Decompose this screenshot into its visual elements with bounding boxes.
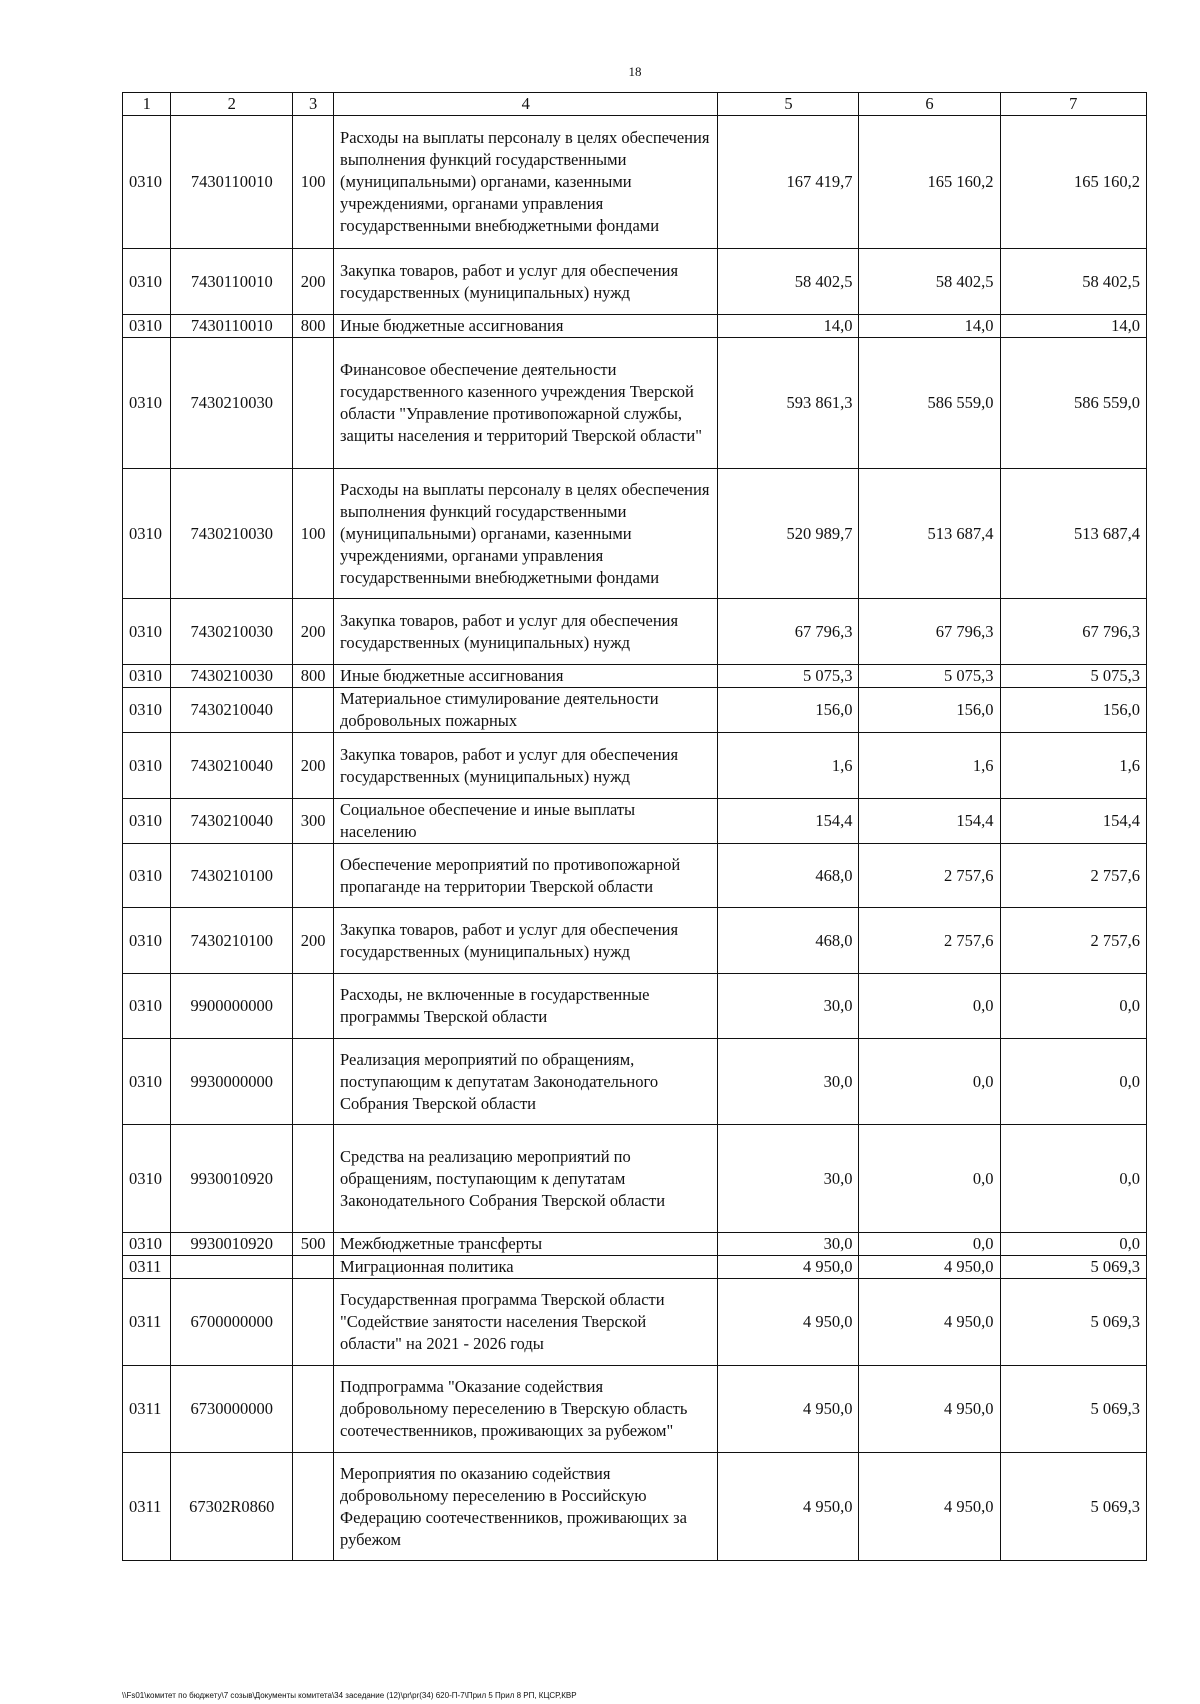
row-value-col6: 2 757,6	[859, 844, 1000, 908]
row-description: Закупка товаров, работ и услуг для обеспечения государственных (муниципальных) нужд	[334, 733, 718, 799]
row-expense-type	[293, 1125, 334, 1233]
row-expense-type	[293, 1453, 334, 1561]
row-expense-type	[293, 1039, 334, 1125]
row-value-col7: 513 687,4	[1000, 469, 1146, 599]
row-value-col5: 30,0	[718, 1039, 859, 1125]
row-description: Реализация мероприятий по обращениям, поступающим к депутатам Законодательного Собрания Тверской области	[334, 1039, 718, 1125]
row-value-col7: 67 796,3	[1000, 599, 1146, 665]
row-description: Финансовое обеспечение деятельности государственного казенного учреждения Тверской области "Управление противопожарной службы, защиты населения и территорий Тверской области"	[334, 338, 718, 469]
row-value-col7: 5 075,3	[1000, 665, 1146, 688]
row-value-col6: 0,0	[859, 1233, 1000, 1256]
row-value-col5: 58 402,5	[718, 249, 859, 315]
table-row	[123, 1125, 1147, 1233]
column-header: 2	[171, 93, 293, 116]
row-value-col5: 67 796,3	[718, 599, 859, 665]
table-row	[123, 688, 1147, 733]
column-header: 7	[1000, 93, 1146, 116]
table-row	[123, 315, 1147, 338]
row-value-col5: 4 950,0	[718, 1256, 859, 1279]
table-row	[123, 338, 1147, 469]
row-expense-type: 800	[293, 665, 334, 688]
row-section-code: 0310	[123, 469, 171, 599]
row-target-article: 9930010920	[171, 1125, 293, 1233]
row-expense-type: 200	[293, 249, 334, 315]
row-expense-type	[293, 1366, 334, 1453]
row-target-article: 67302R0860	[171, 1453, 293, 1561]
row-value-col6: 513 687,4	[859, 469, 1000, 599]
row-target-article: 7430210030	[171, 665, 293, 688]
table-row	[123, 1233, 1147, 1256]
row-value-col6: 4 950,0	[859, 1256, 1000, 1279]
row-description: Закупка товаров, работ и услуг для обеспечения государственных (муниципальных) нужд	[334, 908, 718, 974]
row-value-col7: 0,0	[1000, 1039, 1146, 1125]
row-description: Средства на реализацию мероприятий по обращениям, поступающим к депутатам Законодательного Собрания Тверской области	[334, 1125, 718, 1233]
row-value-col7: 1,6	[1000, 733, 1146, 799]
row-value-col5: 593 861,3	[718, 338, 859, 469]
row-target-article: 7430210040	[171, 799, 293, 844]
table-row	[123, 249, 1147, 315]
row-value-col6: 156,0	[859, 688, 1000, 733]
row-value-col6: 1,6	[859, 733, 1000, 799]
row-target-article: 7430210030	[171, 469, 293, 599]
row-value-col6: 4 950,0	[859, 1279, 1000, 1366]
row-target-article: 7430210100	[171, 908, 293, 974]
row-description: Обеспечение мероприятий по противопожарной пропаганде на территории Тверской области	[334, 844, 718, 908]
row-target-article: 9930000000	[171, 1039, 293, 1125]
row-value-col6: 4 950,0	[859, 1453, 1000, 1561]
row-target-article: 7430110010	[171, 116, 293, 249]
row-expense-type: 800	[293, 315, 334, 338]
row-section-code: 0311	[123, 1453, 171, 1561]
row-value-col6: 14,0	[859, 315, 1000, 338]
row-value-col6: 154,4	[859, 799, 1000, 844]
row-section-code: 0311	[123, 1279, 171, 1366]
footer-file-path: \\Fs01\комитет по бюджету\7 созыв\Документы комитета\34 заседание (12)\pr\pr(34) 620-П-7\Прил 5 Прил 8 РП, КЦСР,КВР	[122, 1691, 577, 1700]
row-section-code: 0310	[123, 249, 171, 315]
row-value-col7: 5 069,3	[1000, 1453, 1146, 1561]
row-description: Миграционная политика	[334, 1256, 718, 1279]
row-value-col7: 586 559,0	[1000, 338, 1146, 469]
row-section-code: 0310	[123, 665, 171, 688]
row-description: Расходы, не включенные в государственные программы Тверской области	[334, 974, 718, 1039]
row-description: Закупка товаров, работ и услуг для обеспечения государственных (муниципальных) нужд	[334, 249, 718, 315]
row-value-col7: 0,0	[1000, 1233, 1146, 1256]
row-expense-type: 200	[293, 599, 334, 665]
row-value-col7: 156,0	[1000, 688, 1146, 733]
table-row	[123, 1453, 1147, 1561]
row-value-col6: 165 160,2	[859, 116, 1000, 249]
row-target-article: 7430210040	[171, 733, 293, 799]
row-section-code: 0310	[123, 338, 171, 469]
row-target-article: 7430210030	[171, 338, 293, 469]
row-expense-type: 300	[293, 799, 334, 844]
row-target-article: 7430210100	[171, 844, 293, 908]
row-value-col7: 0,0	[1000, 974, 1146, 1039]
table-row	[123, 908, 1147, 974]
row-value-col7: 154,4	[1000, 799, 1146, 844]
table-row	[123, 469, 1147, 599]
row-description: Расходы на выплаты персоналу в целях обеспечения выполнения функций государственными (муниципальными) органами, казенными учреждениями, органами управления государственными внебюджетными фондами	[334, 116, 718, 249]
row-description: Подпрограмма "Оказание содействия добровольному переселению в Тверскую область соотечественников, проживающих за рубежом"	[334, 1366, 718, 1453]
row-value-col6: 0,0	[859, 1125, 1000, 1233]
row-description: Государственная программа Тверской области "Содействие занятости населения Тверской области" на 2021 - 2026 годы	[334, 1279, 718, 1366]
row-value-col7: 165 160,2	[1000, 116, 1146, 249]
row-expense-type	[293, 688, 334, 733]
row-target-article: 7430210040	[171, 688, 293, 733]
row-description: Закупка товаров, работ и услуг для обеспечения государственных (муниципальных) нужд	[334, 599, 718, 665]
table-row	[123, 974, 1147, 1039]
row-target-article: 7430110010	[171, 315, 293, 338]
row-expense-type: 100	[293, 116, 334, 249]
row-description: Расходы на выплаты персоналу в целях обеспечения выполнения функций государственными (муниципальными) органами, казенными учреждениями, органами управления государственными внебюджетными фондами	[334, 469, 718, 599]
column-header: 5	[718, 93, 859, 116]
row-value-col5: 4 950,0	[718, 1453, 859, 1561]
row-description: Иные бюджетные ассигнования	[334, 315, 718, 338]
row-section-code: 0310	[123, 908, 171, 974]
row-value-col5: 14,0	[718, 315, 859, 338]
row-expense-type	[293, 974, 334, 1039]
row-value-col7: 2 757,6	[1000, 908, 1146, 974]
header-row	[123, 93, 1147, 116]
table-row	[123, 665, 1147, 688]
row-section-code: 0310	[123, 599, 171, 665]
budget-table	[122, 92, 1147, 1561]
table-row	[123, 1279, 1147, 1366]
row-target-article: 9900000000	[171, 974, 293, 1039]
row-value-col6: 67 796,3	[859, 599, 1000, 665]
row-expense-type	[293, 844, 334, 908]
table-row	[123, 1256, 1147, 1279]
column-header: 1	[123, 93, 171, 116]
row-expense-type: 200	[293, 733, 334, 799]
row-section-code: 0310	[123, 1039, 171, 1125]
row-expense-type	[293, 338, 334, 469]
row-target-article: 7430210030	[171, 599, 293, 665]
row-expense-type: 100	[293, 469, 334, 599]
row-target-article	[171, 1256, 293, 1279]
row-value-col5: 154,4	[718, 799, 859, 844]
row-section-code: 0310	[123, 1233, 171, 1256]
row-value-col6: 0,0	[859, 974, 1000, 1039]
row-value-col5: 30,0	[718, 974, 859, 1039]
row-target-article: 7430110010	[171, 249, 293, 315]
row-section-code: 0310	[123, 315, 171, 338]
row-value-col7: 2 757,6	[1000, 844, 1146, 908]
row-target-article: 6700000000	[171, 1279, 293, 1366]
row-value-col5: 468,0	[718, 908, 859, 974]
row-value-col7: 5 069,3	[1000, 1366, 1146, 1453]
row-section-code: 0311	[123, 1366, 171, 1453]
table-row	[123, 799, 1147, 844]
row-value-col5: 4 950,0	[718, 1279, 859, 1366]
row-value-col5: 5 075,3	[718, 665, 859, 688]
row-value-col7: 0,0	[1000, 1125, 1146, 1233]
row-section-code: 0310	[123, 974, 171, 1039]
table-row	[123, 599, 1147, 665]
column-header: 6	[859, 93, 1000, 116]
row-value-col6: 2 757,6	[859, 908, 1000, 974]
row-description: Мероприятия по оказанию содействия добровольному переселению в Российскую Федерацию соотечественников, проживающих за рубежом	[334, 1453, 718, 1561]
row-value-col7: 5 069,3	[1000, 1256, 1146, 1279]
table-row	[123, 116, 1147, 249]
row-value-col5: 1,6	[718, 733, 859, 799]
column-header: 3	[293, 93, 334, 116]
row-value-col7: 58 402,5	[1000, 249, 1146, 315]
row-description: Социальное обеспечение и иные выплаты населению	[334, 799, 718, 844]
column-header: 4	[334, 93, 718, 116]
row-description: Иные бюджетные ассигнования	[334, 665, 718, 688]
row-section-code: 0310	[123, 733, 171, 799]
row-expense-type	[293, 1279, 334, 1366]
row-value-col7: 14,0	[1000, 315, 1146, 338]
row-section-code: 0310	[123, 688, 171, 733]
row-value-col6: 0,0	[859, 1039, 1000, 1125]
row-section-code: 0310	[123, 844, 171, 908]
row-value-col5: 520 989,7	[718, 469, 859, 599]
row-value-col6: 4 950,0	[859, 1366, 1000, 1453]
row-target-article: 9930010920	[171, 1233, 293, 1256]
table-row	[123, 1039, 1147, 1125]
row-description: Материальное стимулирование деятельности добровольных пожарных	[334, 688, 718, 733]
page-number: 18	[628, 64, 642, 79]
row-value-col5: 30,0	[718, 1233, 859, 1256]
table-row	[123, 733, 1147, 799]
row-value-col7: 5 069,3	[1000, 1279, 1146, 1366]
row-section-code: 0310	[123, 116, 171, 249]
row-value-col5: 167 419,7	[718, 116, 859, 249]
row-value-col5: 156,0	[718, 688, 859, 733]
row-target-article: 6730000000	[171, 1366, 293, 1453]
table-row	[123, 844, 1147, 908]
row-description: Межбюджетные трансферты	[334, 1233, 718, 1256]
row-expense-type: 500	[293, 1233, 334, 1256]
row-expense-type: 200	[293, 908, 334, 974]
row-value-col6: 58 402,5	[859, 249, 1000, 315]
row-value-col5: 4 950,0	[718, 1366, 859, 1453]
table-row	[123, 1366, 1147, 1453]
row-expense-type	[293, 1256, 334, 1279]
row-value-col5: 468,0	[718, 844, 859, 908]
row-section-code: 0310	[123, 1125, 171, 1233]
row-value-col6: 5 075,3	[859, 665, 1000, 688]
row-value-col5: 30,0	[718, 1125, 859, 1233]
row-section-code: 0310	[123, 799, 171, 844]
row-value-col6: 586 559,0	[859, 338, 1000, 469]
row-section-code: 0311	[123, 1256, 171, 1279]
